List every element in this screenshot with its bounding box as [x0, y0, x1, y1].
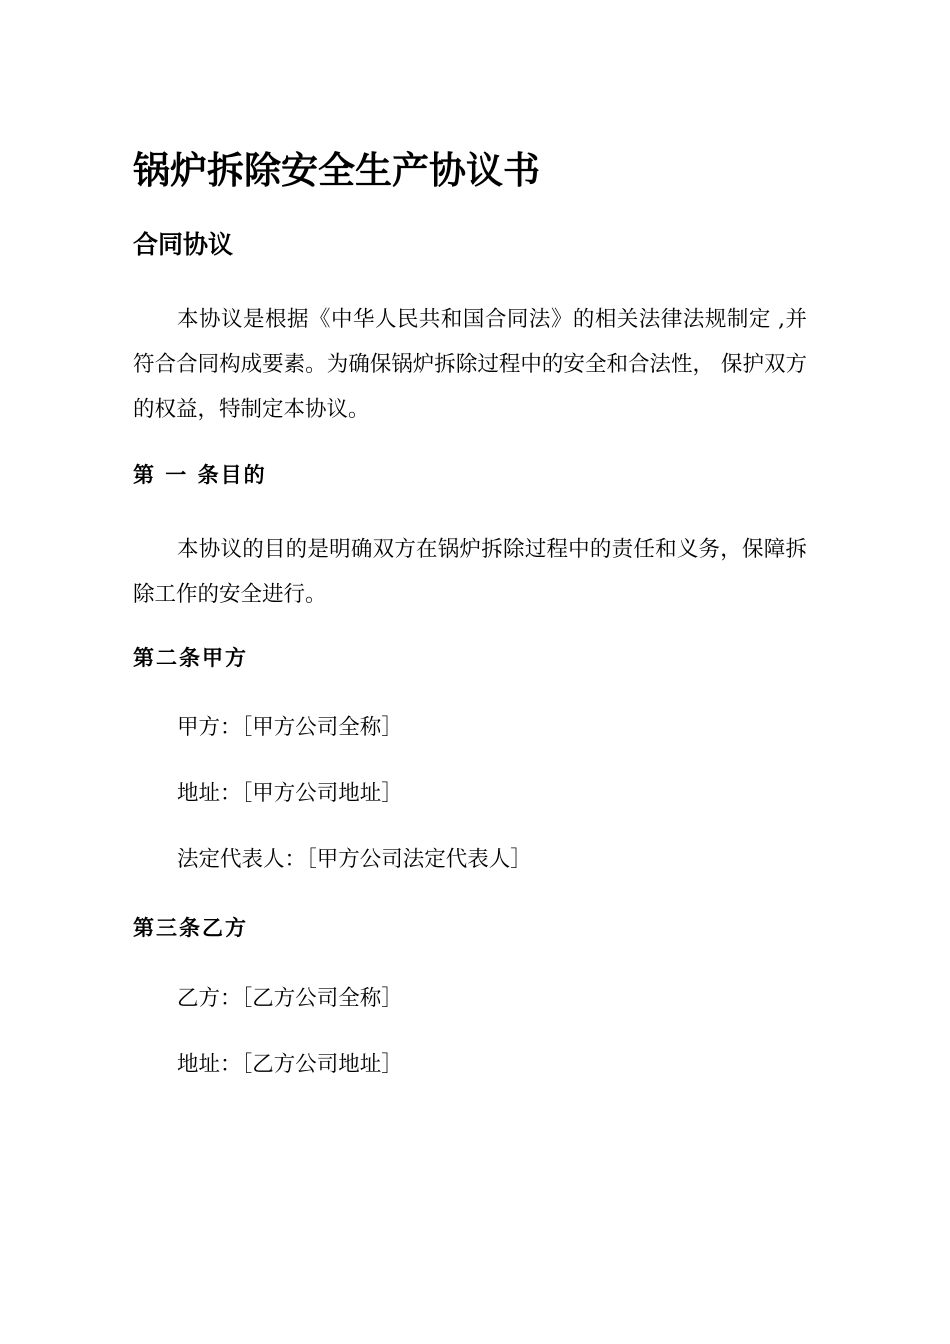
intro-paragraph: 本协议是根据《中华人民共和国合同法》的相关法律法规制定 ,并符合合同构成要素。为确保锅炉拆除过程中的安全和合法性， 保护双方的权益，特制定本协议。 [133, 307, 807, 422]
article-3-heading: 第三条乙方 [133, 916, 248, 940]
article-2-heading: 第二条甲方 [133, 646, 248, 670]
document-subtitle: 合同协议 [133, 230, 234, 259]
party-b-address-line: 地址：［乙方公司地址］ [177, 1052, 403, 1077]
article-1-heading: 第 一 条目的 [133, 463, 267, 487]
article-1-paragraph: 本协议的目的是明确双方在锅炉拆除过程中的责任和义务，保障拆除工作的安全进行。 [133, 537, 807, 607]
party-a-representative-line: 法定代表人：［甲方公司法定代表人］ [177, 847, 532, 872]
party-a-name-line: 甲方：［甲方公司全称］ [177, 715, 403, 740]
party-b-name-line: 乙方：［乙方公司全称］ [177, 986, 403, 1011]
document-title: 锅炉拆除安全生产协议书 [133, 149, 540, 192]
party-a-address-line: 地址：［甲方公司地址］ [177, 781, 403, 806]
